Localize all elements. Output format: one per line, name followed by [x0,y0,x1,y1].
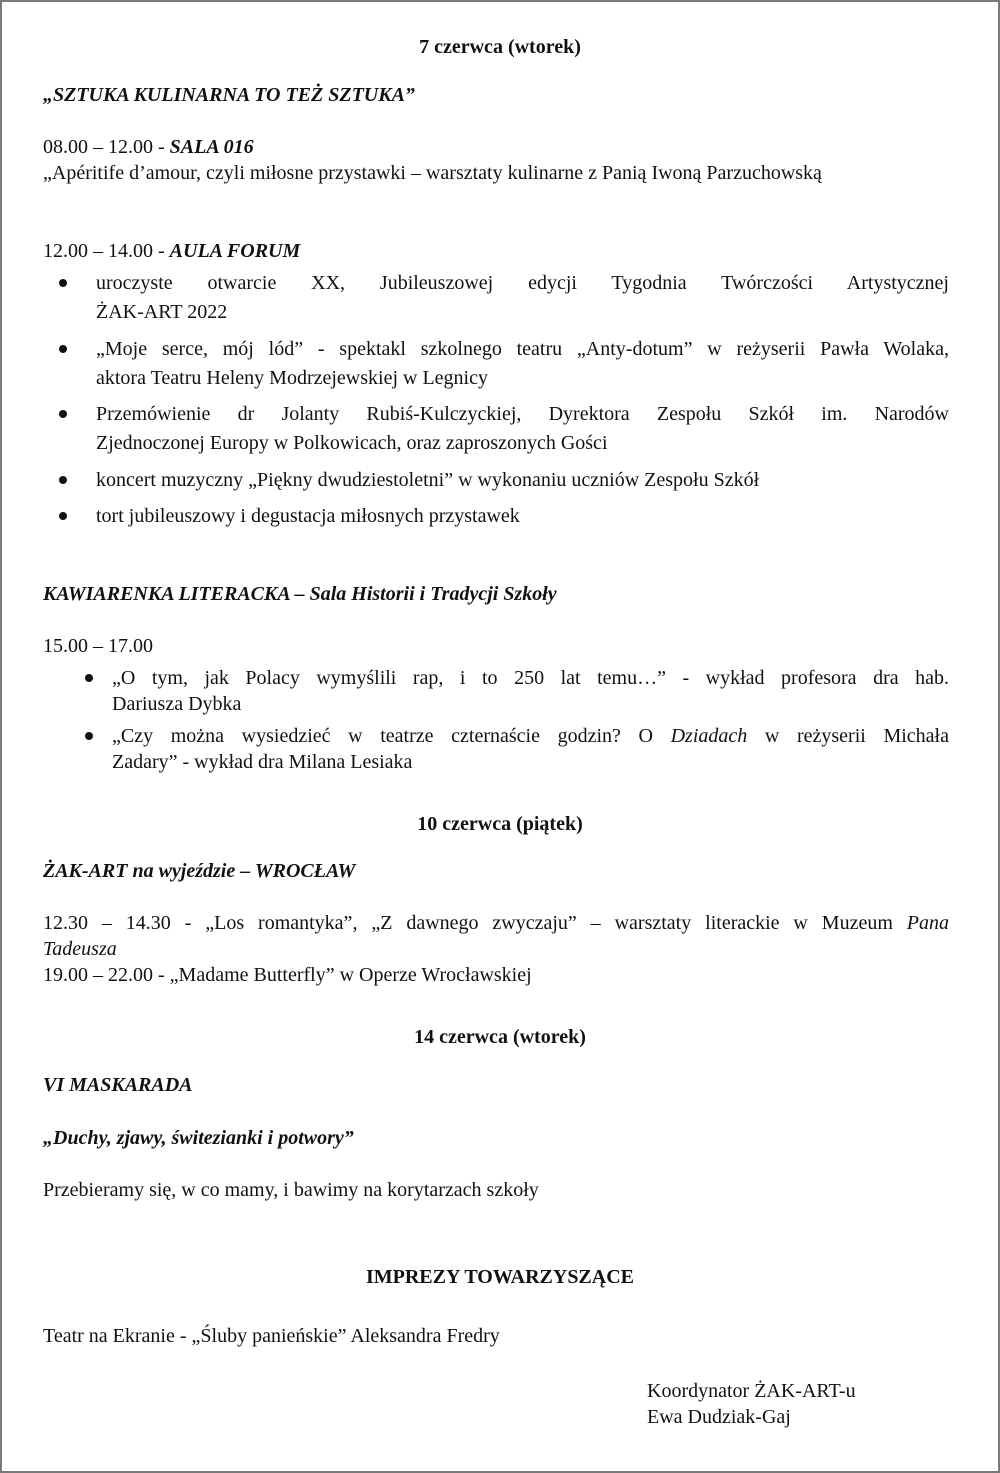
title-italic: Pana [906,912,949,934]
list-item-line: „Moje serce, mój lód” - spektakl szkolnego teatru „Anty-dotum” w reżyserii Pawła Wolaka, [96,338,949,360]
trip-event2: 19.00 – 22.00 - „Madame Butterfly” w Operze Wrocławskiej [43,964,532,986]
list-item-line [112,723,949,749]
trip-event1-line2: Tadeusza [43,938,117,960]
list-item-line: Zadary” - wykład dra Milana Lesiaka [112,751,413,773]
signature-name: Ewa Dudziak-Gaj [647,1406,791,1428]
trip-event1-line [43,910,949,936]
session1-line [43,134,254,160]
list-item-line: ŻAK-ART 2022 [96,301,228,323]
title-italic: Dziadach [670,725,748,747]
text-run: 12.30 – 14.30 - „Los romantyka”, „Z dawnego zwyczaju” – warsztaty literackie w Muzeum [43,912,907,934]
text-run: w reżyserii Michała [747,725,949,747]
list-item-line: tort jubileuszowy i degustacja miłosnych przystawek [96,505,520,527]
bullet-icon [59,345,67,353]
day1-heading: 7 czerwca (wtorek) [419,36,581,58]
text-run: „Czy można wysiedzieć w teatrze czternaście godzin? O [112,725,671,747]
maskarada-description: Przebieramy się, w co mamy, i bawimy na korytarzach szkoły [43,1179,539,1201]
extra-heading: IMPREZY TOWARZYSZĄCE [365,1266,635,1288]
bullet-icon [85,732,93,740]
event1-title: „SZTUKA KULINARNA TO TEŻ SZTUKA” [43,84,415,106]
maskarada-title: VI MASKARADA [43,1074,193,1096]
trip-title: ŻAK-ART na wyjeździe – WROCŁAW [43,860,356,882]
cafe-title: KAWIARENKA LITERACKA – Sala Historii i Tradycji Szkoły [43,583,557,605]
list-item-line: Zjednoczonej Europy w Polkowicach, oraz zaproszonych Gości [96,432,608,454]
day2-heading: 10 czerwca (piątek) [417,813,583,835]
session2-time: 12.00 – 14.00 - [43,240,170,262]
maskarada-subtitle: „Duchy, zjawy, świtezianki i potwory” [43,1127,354,1149]
cafe-time: 15.00 – 17.00 [43,635,153,657]
bullet-icon [59,410,67,418]
list-item-line: aktora Teatru Heleny Modrzejewskiej w Legnicy [96,367,488,389]
bullet-icon [85,674,93,682]
list-item-line: uroczyste otwarcie XX, Jubileuszowej edycji Tygodnia Twórczości Artystycznej [96,272,949,294]
session2-room: AULA FORUM [169,240,301,262]
session2-line [43,238,300,264]
list-item-line: Przemówienie dr Jolanty Rubiś-Kulczyckiej, Dyrektora Zespołu Szkół im. Narodów [96,403,949,425]
session1-description: „Apéritife d’amour, czyli miłosne przystawki – warsztaty kulinarne z Panią Iwoną Parzuchowską [43,162,822,184]
bullet-icon [59,476,67,484]
list-item-line: Dariusza Dybka [112,693,242,715]
list-item-line: „O tym, jak Polacy wymyślili rap, i to 250 lat temu…” - wykład profesora dra hab. [112,667,949,689]
extra-item: Teatr na Ekranie - „Śluby panieńskie” Aleksandra Fredry [43,1325,500,1347]
bullet-icon [59,512,67,520]
session1-room: SALA 016 [169,136,254,158]
session1-time: 08.00 – 12.00 - [43,136,170,158]
bullet-icon [59,279,67,287]
day3-heading: 14 czerwca (wtorek) [414,1026,586,1048]
signature-role: Koordynator ŻAK-ART-u [647,1380,856,1402]
list-item-line: koncert muzyczny „Piękny dwudziestoletni” w wykonaniu uczniów Zespołu Szkół [96,469,760,491]
